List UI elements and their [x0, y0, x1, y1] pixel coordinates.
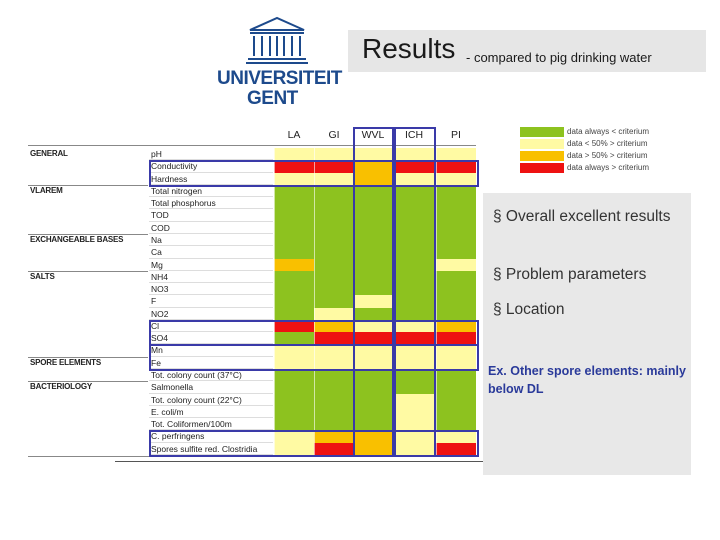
parameter-label: Conductivity: [151, 161, 198, 172]
category-label: BACTERIOLOGY: [30, 382, 93, 392]
parameter-label: pH: [151, 149, 162, 159]
column-header: WVL: [361, 129, 385, 141]
row-divider: [149, 393, 273, 394]
table-cell: [274, 234, 314, 247]
row-divider: [149, 233, 273, 234]
table-cell: [314, 295, 354, 308]
column-header: ICH: [404, 129, 424, 141]
parameter-label: Fe: [151, 357, 161, 368]
column-header: PI: [451, 129, 461, 141]
table-cell: [314, 197, 354, 210]
table-cell: [274, 197, 314, 210]
table-cell: [436, 234, 476, 247]
table-cell: [274, 222, 314, 235]
temple-icon: [246, 18, 308, 63]
row-divider: [149, 221, 273, 222]
table-cell: [314, 271, 354, 284]
parameter-label: NO3: [151, 284, 169, 295]
table-cell: [436, 148, 476, 161]
table-cell: [436, 197, 476, 210]
row-divider: [149, 258, 273, 259]
table-cell: [274, 381, 314, 394]
notes-panel: [483, 193, 691, 475]
row-divider: [149, 282, 273, 283]
table-cell: [314, 406, 354, 419]
table-cell: [314, 418, 354, 431]
category-label: SPORE ELEMENTS: [30, 357, 101, 367]
legend-swatch: [520, 163, 564, 173]
parameter-label: NO2: [151, 308, 169, 319]
grid-line: [314, 148, 315, 455]
parameter-label: Salmonella: [151, 382, 194, 393]
legend-label: data < 50% > criterium: [567, 139, 648, 148]
legend-label: data always > criterium: [567, 163, 650, 172]
parameter-label: Total nitrogen: [151, 185, 203, 196]
table-cell: [314, 394, 354, 407]
parameter-label: COD: [151, 222, 170, 233]
page-subtitle: - compared to pig drinking water: [466, 50, 652, 65]
table-cell: [314, 234, 354, 247]
table-cell: [314, 148, 354, 161]
example-note: Ex. Other spore elements: mainly below DL: [488, 364, 686, 396]
category-label: VLAREM: [30, 185, 63, 195]
category-label: EXCHANGEABLE BASES: [30, 234, 124, 244]
table-cell: [314, 259, 354, 272]
highlight-column-wvl: [353, 127, 394, 457]
legend-swatch: [520, 151, 564, 161]
row-divider: [149, 405, 273, 406]
table-cell: [274, 209, 314, 222]
table-cell: [314, 209, 354, 222]
parameter-label: TOD: [151, 210, 169, 221]
column-header: LA: [287, 129, 301, 141]
grid-line: [274, 148, 275, 455]
bullet-location: § Location: [493, 301, 565, 318]
parameter-label: Cl: [151, 320, 160, 331]
parameter-label: NH4: [151, 271, 169, 282]
category-divider: [28, 271, 148, 272]
table-cell: [436, 418, 476, 431]
highlight-column-ich: [394, 127, 436, 457]
table-cell: [274, 394, 314, 407]
category-divider: [28, 234, 148, 235]
parameter-label: Na: [151, 234, 162, 245]
legend-swatch: [520, 127, 564, 137]
row-divider: [149, 294, 273, 295]
table-cell: [274, 283, 314, 296]
parameter-label: Spores sulfite red. Clostridia: [151, 443, 258, 454]
table-cell: [436, 259, 476, 272]
table-cell: [436, 283, 476, 296]
parameter-label: Hardness: [151, 173, 188, 184]
grid-line: [476, 148, 477, 455]
column-header: GI: [328, 129, 340, 141]
parameter-label: Tot. colony count (37°C): [151, 370, 242, 381]
table-cell: [436, 406, 476, 419]
parameter-label: Total phosphorus: [151, 198, 216, 209]
category-label: SALTS: [30, 271, 55, 281]
table-cell: [274, 246, 314, 259]
table-cell: [314, 246, 354, 259]
table-cell: [436, 381, 476, 394]
logo-text-universiteit: UNIVERSITEIT: [217, 68, 342, 89]
table-cell: [436, 308, 476, 321]
table-cell: [274, 148, 314, 161]
row-divider: [149, 196, 273, 197]
row-divider: [149, 380, 273, 381]
parameter-label: Ca: [151, 247, 162, 258]
table-cell: [274, 406, 314, 419]
row-divider: [149, 208, 273, 209]
row-divider: [149, 245, 273, 246]
table-cell: [314, 222, 354, 235]
category-divider: [28, 381, 148, 382]
table-cell: [274, 418, 314, 431]
table-cell: [314, 308, 354, 321]
logo-text-gent: GENT: [247, 88, 298, 109]
table-cell: [314, 283, 354, 296]
parameter-label: Mn: [151, 345, 163, 356]
legend-label: data > 50% > criterium: [567, 151, 648, 160]
page-title: Results: [362, 33, 456, 64]
legend-swatch: [520, 139, 564, 149]
category-divider: [28, 357, 148, 358]
bullet-overall: § Overall excellent results: [493, 208, 671, 225]
parameter-label: Tot. Coliformen/100m: [151, 419, 232, 430]
table-cell: [436, 209, 476, 222]
category-label: GENERAL: [30, 149, 68, 158]
table-cell: [314, 381, 354, 394]
parameter-label: Mg: [151, 259, 163, 270]
parameter-label: SO4: [151, 333, 169, 344]
legend-label: data always < criterium: [567, 127, 650, 136]
grid-line: [436, 148, 437, 455]
table-cell: [436, 394, 476, 407]
table-cell: [274, 259, 314, 272]
table-cell: [436, 271, 476, 284]
table-cell: [436, 295, 476, 308]
row-divider: [149, 417, 273, 418]
table-cell: [274, 308, 314, 321]
parameter-label: F: [151, 296, 157, 307]
bullet-problem: § Problem parameters: [493, 266, 647, 283]
table-cell: [436, 246, 476, 259]
row-divider: [149, 270, 273, 271]
parameter-label: Tot. colony count (22°C): [151, 394, 242, 405]
parameter-label: E. coli/m: [151, 406, 184, 417]
category-divider: [28, 185, 148, 186]
table-cell: [274, 271, 314, 284]
row-divider: [149, 307, 273, 308]
parameter-label: C. perfringens: [151, 431, 205, 442]
table-cell: [274, 295, 314, 308]
table-cell: [436, 222, 476, 235]
